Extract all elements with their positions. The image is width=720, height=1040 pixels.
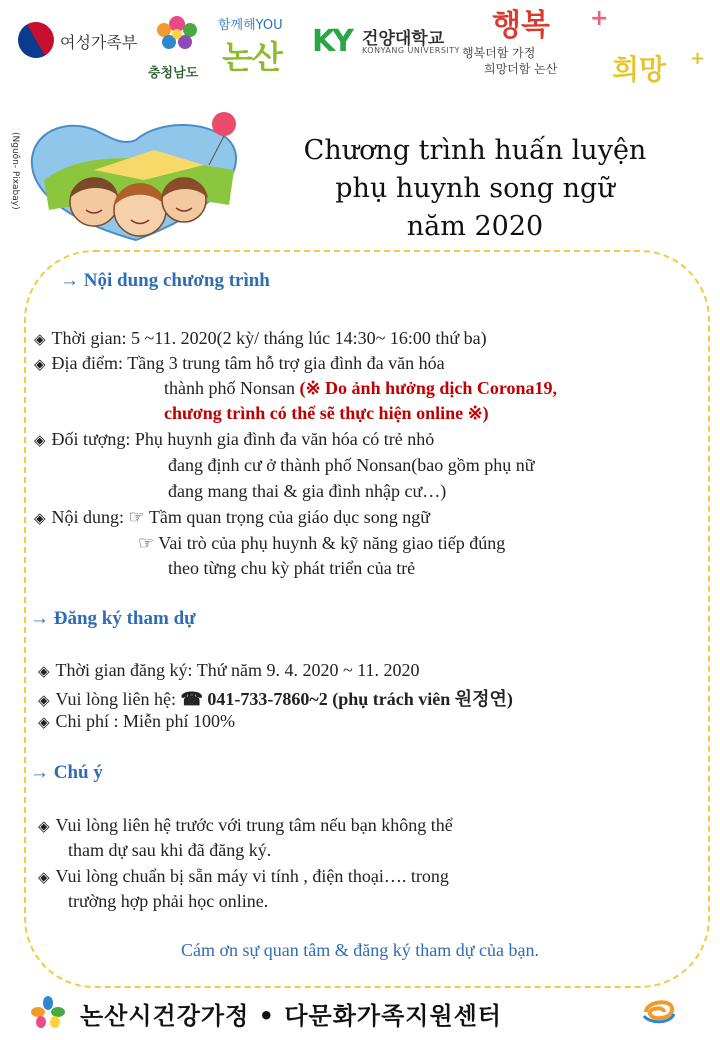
program-place: ◈ Địa điểm: Tầng 3 trung tâm hỗ trợ gia đình đa văn hóa <box>34 353 445 373</box>
happiness-logo: 행복 <box>492 8 550 43</box>
image-source-note: (Nguồn- Pixabay) <box>10 132 20 210</box>
registration-fee: ◈ Chi phí : Miễn phí 100% <box>38 711 236 731</box>
konyang-name: 건양대학교 <box>362 29 445 49</box>
logo-strip <box>0 0 720 92</box>
nonsan-logo-text: 논산 <box>222 38 282 76</box>
corona-note-2: chương trình có thể sẽ thực hiện online ※) <box>164 403 489 423</box>
contact-phone: ☎ 041-733-7860~2 (phụ trách viên 원정연) <box>180 689 513 709</box>
title-line-2: phụ huynh song ngữ <box>335 173 615 204</box>
diamond-bullet-icon: ◈ <box>34 511 46 527</box>
diamond-bullet-icon: ◈ <box>38 870 50 886</box>
center-swirl-logo-icon <box>640 996 678 1026</box>
diamond-bullet-icon: ◈ <box>34 332 46 348</box>
registration-period: ◈ Thời gian đăng ký: Thứ năm 9. 4. 2020 ~ 11. 2020 <box>38 660 420 680</box>
program-target: ◈ Đối tượng: Phụ huynh gia đình đa văn hóa có trẻ nhỏ <box>34 429 435 449</box>
program-time: ◈ Thời gian: 5 ~11. 2020(2 kỳ/ tháng lúc 14:30~ 16:00 thứ ba) <box>34 328 487 348</box>
diamond-bullet-icon: ◈ <box>38 819 50 835</box>
notice-item-1-cont: tham dự sau khi đã đăng ký. <box>68 840 272 860</box>
nonsan-slogan-text: 함께해YOU <box>218 18 283 33</box>
thanks-message: Cám ơn sự quan tâm & đăng ký tham dự của bạn. <box>181 940 539 960</box>
program-content: ◈ Nội dung: ☞ Tầm quan trọng của giáo dục song ngữ <box>34 507 431 527</box>
center-name: 논산시건강가정 • 다문화가족지원센터 <box>80 1002 502 1030</box>
mogef-emblem-icon <box>11 15 60 64</box>
notice-heading: → Chú ý <box>30 762 103 783</box>
page-title <box>250 132 700 246</box>
title-line-1: Chương trình huấn luyện <box>303 135 647 166</box>
konyang-mark: KY <box>312 24 351 59</box>
mogef-logo-text: 여성가족부 <box>60 33 138 52</box>
registration-contact: ◈ Vui lòng liên hệ: ☎ 041-733-7860~2 (phụ trách viên 원정연) <box>38 689 513 709</box>
hope-logo: 희망 <box>612 53 667 86</box>
program-content-2: ☞ Vai trò của phụ huynh & kỹ năng giao tiếp đúng <box>138 533 506 553</box>
corona-note-1: (※ Do ảnh hưởng dịch Corona19, <box>299 378 558 398</box>
notice-item-2-cont: trường hợp phải học online. <box>68 891 269 911</box>
slogan-line-2: 희망더함 논산 <box>484 62 558 76</box>
happiness-plus: + <box>590 6 609 31</box>
diamond-bullet-icon: ◈ <box>34 433 46 449</box>
family-illustration-icon <box>24 110 249 245</box>
center-flower-icon <box>30 996 66 1028</box>
footer <box>0 994 720 1034</box>
konyang-english-name: KONYANG UNIVERSITY <box>362 46 461 55</box>
chungnam-logo-text: 충청남도 <box>148 66 199 81</box>
diamond-bullet-icon: ◈ <box>38 664 50 680</box>
diamond-bullet-icon: ◈ <box>38 715 50 731</box>
slogan-line-1: 행복더함 가정 <box>462 46 536 60</box>
program-heading: → Nội dung chương trình <box>60 270 270 291</box>
diamond-bullet-icon: ◈ <box>34 357 46 373</box>
notice-item-2: ◈ Vui lòng chuẩn bị sẵn máy vi tính , điện thoại…. trong <box>38 866 449 886</box>
registration-heading: → Đăng ký tham dự <box>30 608 196 629</box>
program-content-3: theo từng chu kỳ phát triển của trẻ <box>168 558 416 578</box>
title-line-3: năm 2020 <box>406 211 544 242</box>
program-target-cont-1: đang định cư ở thành phố Nonsan(bao gồm phụ nữ <box>168 455 535 475</box>
diamond-bullet-icon: ◈ <box>38 693 50 709</box>
program-place-cont: thành phố Nonsan (※ Do ảnh hưởng dịch Corona19, <box>164 378 558 398</box>
chungnam-flower-icon <box>150 10 204 54</box>
notice-item-1: ◈ Vui lòng liên hệ trước với trung tâm nếu bạn không thể <box>38 815 453 835</box>
hope-plus: + <box>690 48 706 69</box>
program-target-cont-2: đang mang thai & gia đình nhập cư…) <box>168 481 447 501</box>
